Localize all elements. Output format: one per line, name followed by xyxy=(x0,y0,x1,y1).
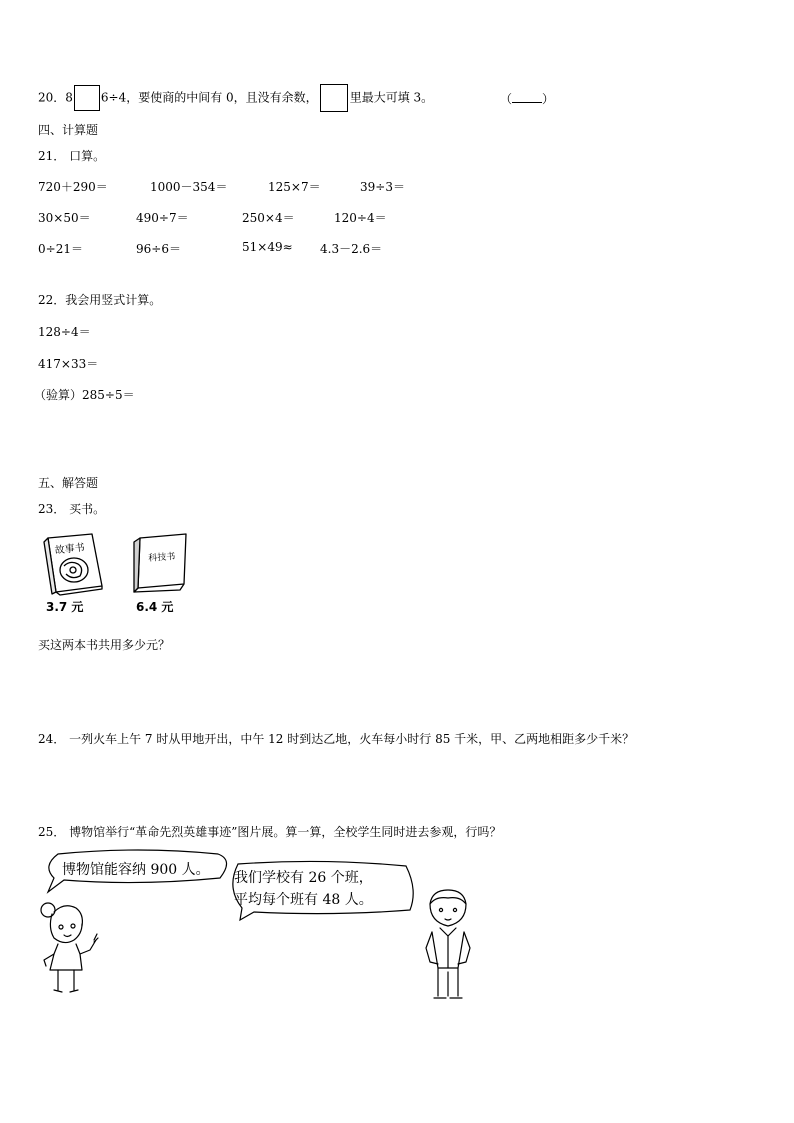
science-book-illustration xyxy=(128,530,192,596)
section-4-title: 四、计算题 xyxy=(38,123,99,137)
q20-tail: 里最大可填 3。 xyxy=(349,90,434,105)
q21-title: 21． 口算。 xyxy=(38,149,106,163)
book2-price: 6.4 元 xyxy=(136,600,174,614)
q21-item: 120÷4＝ xyxy=(334,211,387,225)
q23-question: 买这两本书共用多少元？ xyxy=(38,638,171,652)
q22-item: 128÷4＝ xyxy=(38,325,91,339)
q21-item: 51×49≈ xyxy=(242,240,293,254)
q21-item: 30×50＝ xyxy=(38,211,91,225)
q21-item: 39÷3＝ xyxy=(360,180,405,194)
q20-answer-paren: （ ） xyxy=(500,92,555,106)
bubble-right-line1: 我们学校有 26 个班， xyxy=(234,870,373,886)
storybook-cover-text: 故事书 xyxy=(54,542,86,557)
q21-item: 96÷6＝ xyxy=(136,242,181,256)
storybook-illustration xyxy=(40,530,104,596)
q20-text: 6÷4，要使商的中间有 0，且没有余数， xyxy=(100,90,318,105)
q21-item: 0÷21＝ xyxy=(38,242,83,256)
q21-item: 125×7＝ xyxy=(268,180,321,194)
q22-item: （验算）285÷5＝ xyxy=(34,388,135,402)
answer-blank[interactable] xyxy=(512,90,542,103)
answer-box[interactable] xyxy=(74,85,100,111)
q20-number: 20．8 xyxy=(38,90,73,105)
q21-item: 720＋290＝ xyxy=(38,180,108,194)
q23-title: 23． 买书。 xyxy=(38,502,106,516)
q22-title: 22．我会用竖式计算。 xyxy=(38,293,162,307)
question-25: 25． 博物馆举行“革命先烈英雄事迹”图片展。算一算，全校学生同时进去参观，行吗？ xyxy=(38,825,502,839)
section-5-title: 五、解答题 xyxy=(38,476,99,490)
girl-illustration xyxy=(34,898,104,1002)
science-book-cover-text: 科技书 xyxy=(148,552,176,564)
q21-item: 250×4＝ xyxy=(242,211,295,225)
question-24: 24． 一列火车上午 7 时从甲地开出，中午 12 时到达乙地，火车每小时行 85 千米，甲、乙两地相距多少千米？ xyxy=(38,732,635,746)
bubble-left-text: 博物馆能容纳 900 人。 xyxy=(62,862,210,878)
bubble-right-line2: 平均每个班有 48 人。 xyxy=(234,892,373,908)
q21-item: 1000－354＝ xyxy=(150,180,228,194)
q22-item: 417×33＝ xyxy=(38,357,99,371)
answer-box[interactable] xyxy=(320,84,348,112)
q21-item: 490÷7＝ xyxy=(136,211,189,225)
q21-item: 4.3－2.6＝ xyxy=(320,242,383,256)
question-20 xyxy=(38,84,433,112)
book1-price: 3.7 元 xyxy=(46,600,84,614)
boy-illustration xyxy=(420,888,476,1004)
